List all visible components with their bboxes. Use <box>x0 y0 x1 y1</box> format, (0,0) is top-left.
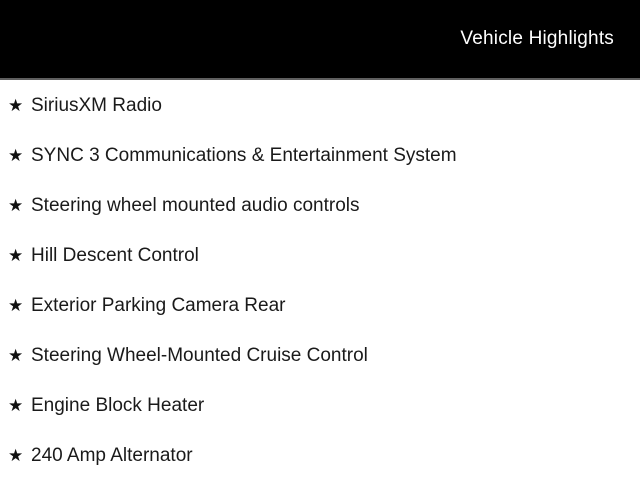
feature-label: Exterior Parking Camera Rear <box>31 294 286 316</box>
feature-list <box>0 80 640 480</box>
feature-label: SYNC 3 Communications & Entertainment System <box>31 144 457 166</box>
feature-label: Steering Wheel-Mounted Cruise Control <box>31 344 368 366</box>
star-icon: ★ <box>8 245 24 265</box>
feature-label: 240 Amp Alternator <box>31 444 193 466</box>
list-item <box>0 380 640 430</box>
star-icon: ★ <box>8 445 24 465</box>
page-title: Vehicle Highlights <box>460 28 614 49</box>
list-item <box>0 430 640 480</box>
feature-label: Hill Descent Control <box>31 244 199 266</box>
list-item <box>0 280 640 330</box>
list-item <box>0 130 640 180</box>
list-item <box>0 230 640 280</box>
feature-label: Engine Block Heater <box>31 394 205 416</box>
star-icon: ★ <box>8 95 24 115</box>
star-icon: ★ <box>8 195 24 215</box>
list-item <box>0 80 640 130</box>
list-item <box>0 180 640 230</box>
feature-label: SiriusXM Radio <box>31 94 162 116</box>
star-icon: ★ <box>8 295 24 315</box>
star-icon: ★ <box>8 145 24 165</box>
header-bar <box>0 0 640 80</box>
feature-label: Steering wheel mounted audio controls <box>31 194 360 216</box>
star-icon: ★ <box>8 345 24 365</box>
list-item <box>0 330 640 380</box>
star-icon: ★ <box>8 395 24 415</box>
